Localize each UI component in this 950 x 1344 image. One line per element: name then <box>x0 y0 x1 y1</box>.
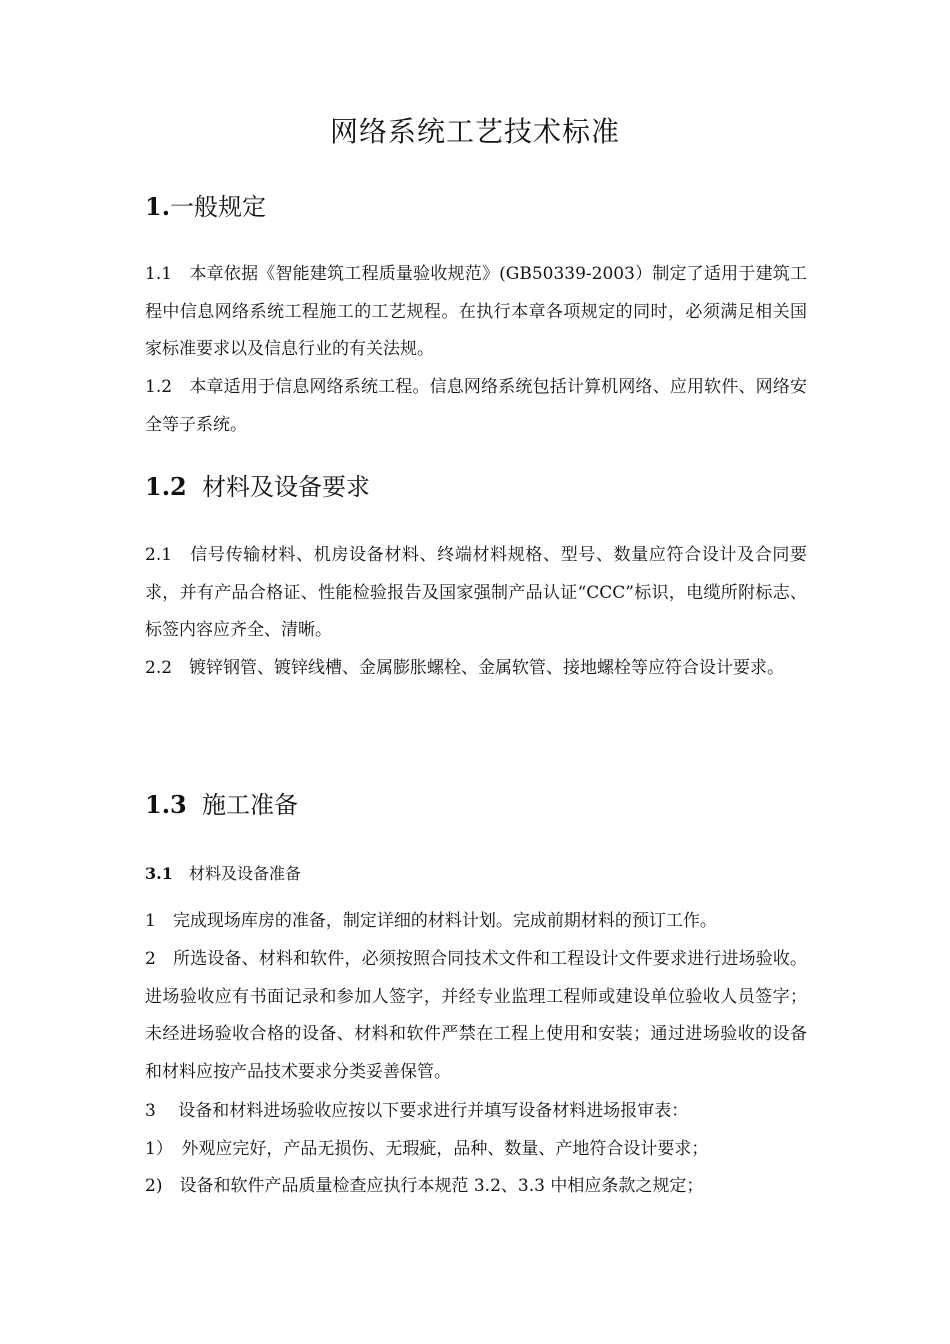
section-title: 施工准备 <box>202 791 298 819</box>
paragraph-3-subitem-2: 2) 设备和软件产品质量检查应执行本规范 3.2、3.3 中相应条款之规定； <box>145 1176 704 1196</box>
section-number: 1.2 <box>145 472 187 501</box>
paragraph-1-2: 1.2 本章适用于信息网络系统工程。信息网络系统包括计算机网络、应用软件、网络安全等子系统。 <box>145 377 807 435</box>
subsection-title: 材料及设备准备 <box>189 864 302 883</box>
paragraph-3-item-2: 2 所选设备、材料和软件，必须按照合同技术文件和工程设计文件要求进行进场验收。进场验收应有书面记录和参加人签字，并经专业监理工程师或建设单位验收人员签字；未经进场验收合格的设备、材料和软件严禁在工程上使用和安装；通过进场验收的设备和材料应按产品技术要求分类妥善保管。 <box>145 949 807 1082</box>
subsection-number: 3.1 <box>145 864 173 883</box>
document-title: 网络系统工艺技术标准 <box>329 115 620 148</box>
section-heading-preparation <box>145 788 298 822</box>
paragraph-3-item-1: 1 完成现场库房的准备，制定详细的材料计划。完成前期材料的预订工作。 <box>145 911 717 931</box>
section-heading-general <box>145 190 266 224</box>
section-number: 1. <box>145 192 171 221</box>
paragraph-3-item-3: 3 设备和材料进场验收应按以下要求进行并填写设备材料进场报审表： <box>145 1101 689 1121</box>
section-title: 材料及设备要求 <box>202 473 370 501</box>
paragraph-3-subitem-1: 1） 外观应完好，产品无损伤、无瑕疵，品种、数量、产地符合设计要求； <box>145 1139 709 1159</box>
section-heading-materials <box>145 470 370 504</box>
paragraph-2-1: 2.1 信号传输材料、机房设备材料、终端材料规格、型号、数量应符合设计及合同要求，并有产品合格证、性能检验报告及国家强制产品认证“CCC”标识，电缆所附标志、标签内容应齐全、清晰。 <box>145 545 807 640</box>
subsection-heading-3-1 <box>145 861 301 887</box>
paragraph-2-2: 2.2 镀锌钢管、镀锌线槽、金属膨胀螺栓、金属软管、接地螺栓等应符合设计要求。 <box>145 658 785 678</box>
section-title: 一般规定 <box>170 193 267 221</box>
section-number: 1.3 <box>145 790 187 819</box>
paragraph-1-1: 1.1 本章依据《智能建筑工程质量验收规范》(GB50339-2003）制定了适用于建筑工程中信息网络系统工程施工的工艺规程。在执行本章各项规定的同时，必须满足相关国家标准要求以及信息行业的有关法规。 <box>145 264 807 359</box>
